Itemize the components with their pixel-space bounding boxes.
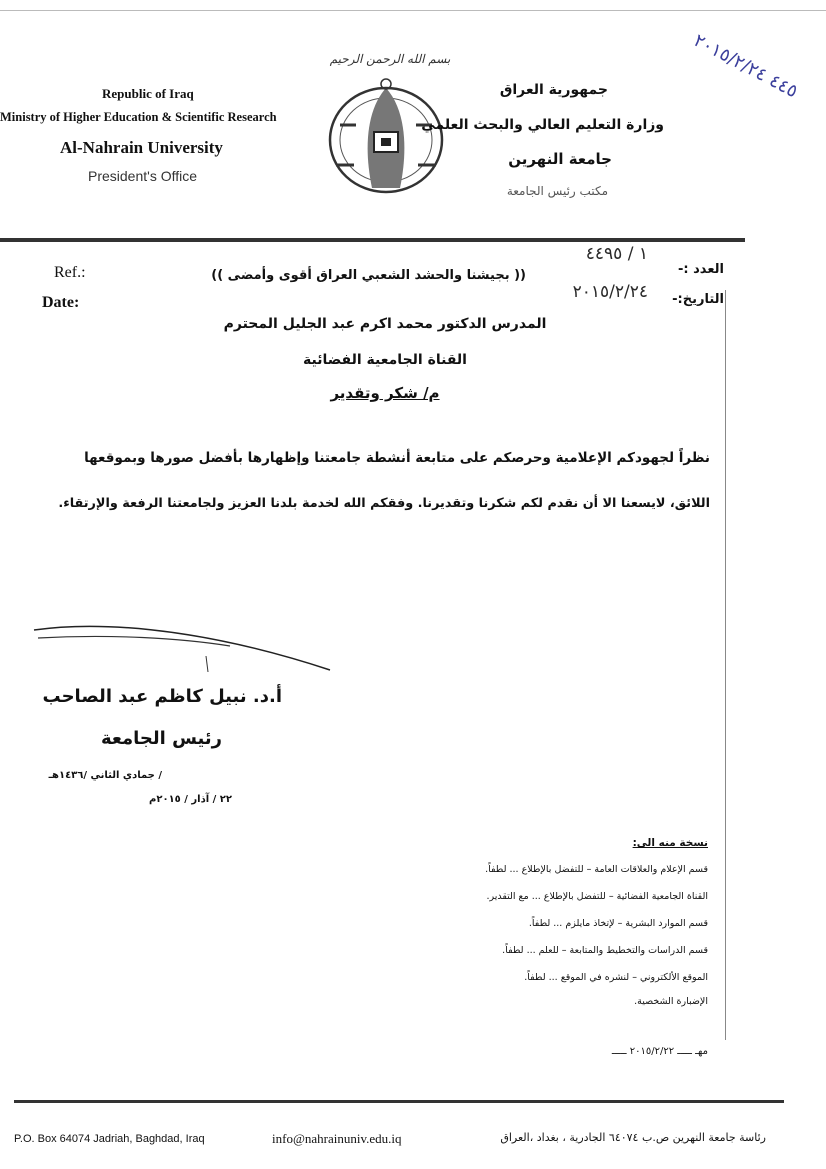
signature bbox=[30, 620, 340, 680]
signatory-title: رئيس الجامعة bbox=[100, 728, 222, 749]
bismillah: بسم الله الرحمن الرحيم bbox=[329, 52, 451, 66]
date-label: Date: bbox=[42, 294, 80, 311]
footer-divider bbox=[14, 1100, 784, 1103]
date-label-ar: التاريخ:- bbox=[672, 292, 724, 307]
ref-label: Ref.: bbox=[54, 264, 86, 281]
header-divider bbox=[0, 238, 745, 242]
copy-item: الإضبارة الشخصية. bbox=[634, 996, 708, 1007]
number-value: ١ / ٤٤٩٥ bbox=[585, 244, 648, 264]
signatory-name: أ.د. نبيل كاظم عبد الصاحب bbox=[42, 686, 282, 707]
footer-address-ar: رئاسة جامعة النهرين ص.ب ٦٤٠٧٤ الجادرية ، بغداد ،العراق bbox=[500, 1131, 766, 1144]
gregorian-date: ٢٢ / آذار / ٢٠١٥م bbox=[149, 794, 232, 805]
header-office-ar: مكتب رئيس الجامعة bbox=[506, 184, 608, 198]
header-ministry-ar: وزارة التعليم العالي والبحث العلمي bbox=[421, 117, 664, 133]
date-value: ٢٠١٥/٢/٢٤ bbox=[572, 282, 648, 302]
slogan: (( بجيشنا والحشد الشعبي العراق أقوى وأمضى )) bbox=[211, 268, 526, 283]
body-line-2: اللائق، لايسعنا الا أن نقدم لكم شكرنا وتقديرنا. وفقكم الله لخدمة بلدنا العزيز ولجامعتنا الرفعة والإرتقاء. bbox=[58, 496, 710, 511]
header-office-en: President's Office bbox=[88, 168, 198, 184]
number-label: العدد :- bbox=[678, 262, 724, 277]
header-university-en: Al-Nahrain University bbox=[60, 138, 223, 157]
copy-item: القناة الجامعية الفضائية – للتفضل بالإطلاع ... مع التقدير. bbox=[486, 891, 708, 902]
handwritten-corner-note: ٤٤٥ ٢٠١٥/٢/٢٤ bbox=[690, 30, 802, 103]
header-country-en: Republic of Iraq bbox=[102, 86, 194, 101]
recipient-name: المدرس الدكتور محمد اكرم عبد الجليل المحترم bbox=[223, 316, 547, 332]
header-ministry-en: Ministry of Higher Education & Scientific Research bbox=[0, 110, 277, 124]
copies-vertical-rule bbox=[725, 290, 726, 1040]
copy-item: قسم الدراسات والتخطيط والمتابعة – للعلم ... لطفاً. bbox=[502, 945, 708, 956]
copies-footer-note: مهـ ـــــ ٢٠١٥/٢/٢٢ ـــــ bbox=[611, 1046, 708, 1057]
body-line-1: نظراً لجهودكم الإعلامية وحرصكم على متابعة أنشطة جامعتنا وإظهارها بأفضل صورها وبموقعها bbox=[84, 450, 710, 466]
footer-email: info@nahrainuniv.edu.iq bbox=[272, 1131, 402, 1146]
recipient-unit: القناة الجامعية الفضائية bbox=[303, 352, 467, 368]
copy-item: الموقع الألكتروني – لنشره في الموقع ... لطفاً. bbox=[524, 972, 708, 983]
hijri-date: / جمادي الثاني /١٤٣٦هـ bbox=[48, 770, 162, 781]
header-university-ar: جامعة النهرين bbox=[508, 150, 612, 168]
copy-item: قسم الإعلام والعلاقات العامة – للتفضل بالإطلاع ... لطفاً. bbox=[485, 864, 708, 875]
top-border bbox=[0, 10, 826, 11]
footer-address-en: P.O. Box 64074 Jadriah, Baghdad, Iraq bbox=[14, 1133, 205, 1145]
subject-line: م/ شكر وتقدير bbox=[330, 384, 440, 402]
copies-heading: نسخة منه الى: bbox=[632, 837, 708, 849]
copy-item: قسم الموارد البشرية – لإتخاذ مايلزم ... لطفاً. bbox=[528, 918, 708, 929]
header-country-ar: جمهورية العراق bbox=[499, 82, 608, 98]
